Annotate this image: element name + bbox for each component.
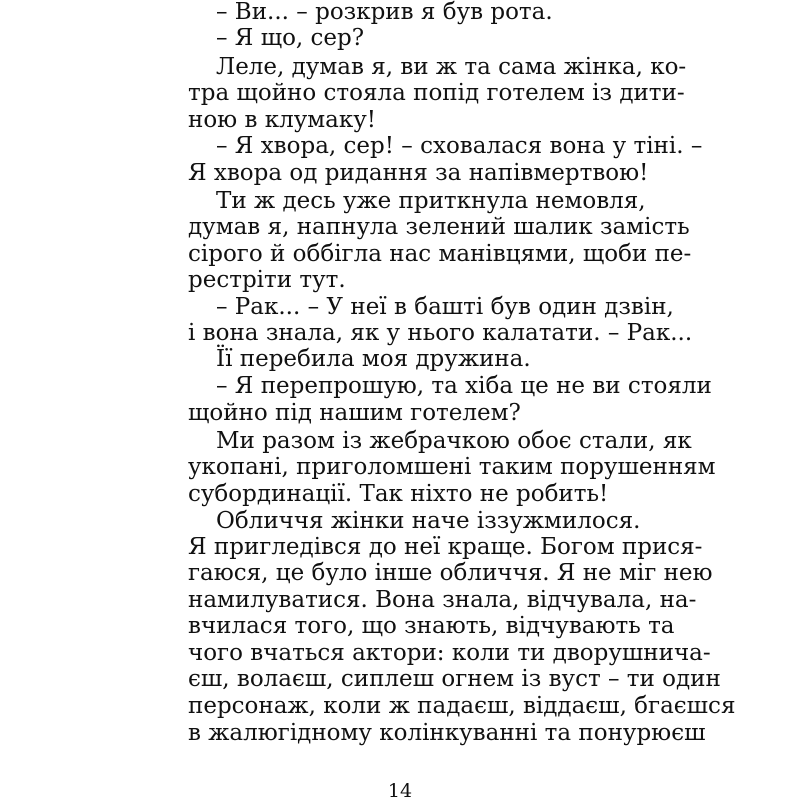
text-line: щойно під нашим готелем? <box>188 400 521 426</box>
text-line: і вона знала, як у нього калатати. – Рак... <box>188 320 693 346</box>
text-line: Ти ж десь уже приткнула немовля, <box>216 188 646 214</box>
text-line: Ми разом із жебрачкою обоє стали, як <box>216 428 692 454</box>
text-line: – Я перепрошую, та хіба це не ви стояли <box>216 373 712 399</box>
text-line: в жалюгідному колінкуванні та понурюєш <box>188 720 706 746</box>
text-line: рестріти тут. <box>188 267 346 293</box>
text-line: – Я хвора, сер! – сховалася вона у тіні. – <box>216 133 703 159</box>
text-line: думав я, напнула зелений шалик замість <box>188 214 690 240</box>
text-line: Її перебила моя дружина. <box>216 346 531 372</box>
text-line: Я хвора од ридання за напівмертвою! <box>188 160 649 186</box>
text-line: вчилася того, що знають, відчувають та <box>188 613 675 639</box>
text-line: сірого й оббігла нас манівцями, щоби пе- <box>188 241 692 267</box>
text-line: Леле, думав я, ви ж та сама жінка, ко- <box>216 54 687 80</box>
text-line: – Ви... – розкрив я був рота. <box>216 0 553 25</box>
text-line: – Рак... – У неї в башті був один дзвін, <box>216 294 674 320</box>
text-line: персонаж, коли ж падаєш, віддаєш, бгаєшся <box>188 693 736 719</box>
text-line: Обличчя жінки наче іззужмилося. <box>216 508 641 534</box>
text-line: субординації. Так ніхто не робить! <box>188 481 609 507</box>
text-line: намилуватися. Вона знала, відчувала, на- <box>188 587 697 613</box>
text-line: чого вчаться актори: коли ти дворушнича- <box>188 640 711 666</box>
text-line: тра щойно стояла попід готелем із дити- <box>188 80 685 106</box>
text-line: гаюся, це було інше обличчя. Я не міг нею <box>188 560 713 586</box>
text-line: укопані, приголомшені таким порушенням <box>188 454 716 480</box>
text-line: – Я що, сер? <box>216 25 365 51</box>
page-number: 14 <box>387 780 413 802</box>
text-line: єш, волаєш, сиплеш огнем із вуст – ти один <box>188 666 721 692</box>
text-line: ною в клумаку! <box>188 107 377 133</box>
text-line: Я пригледівся до неї краще. Богом прися- <box>188 534 703 560</box>
